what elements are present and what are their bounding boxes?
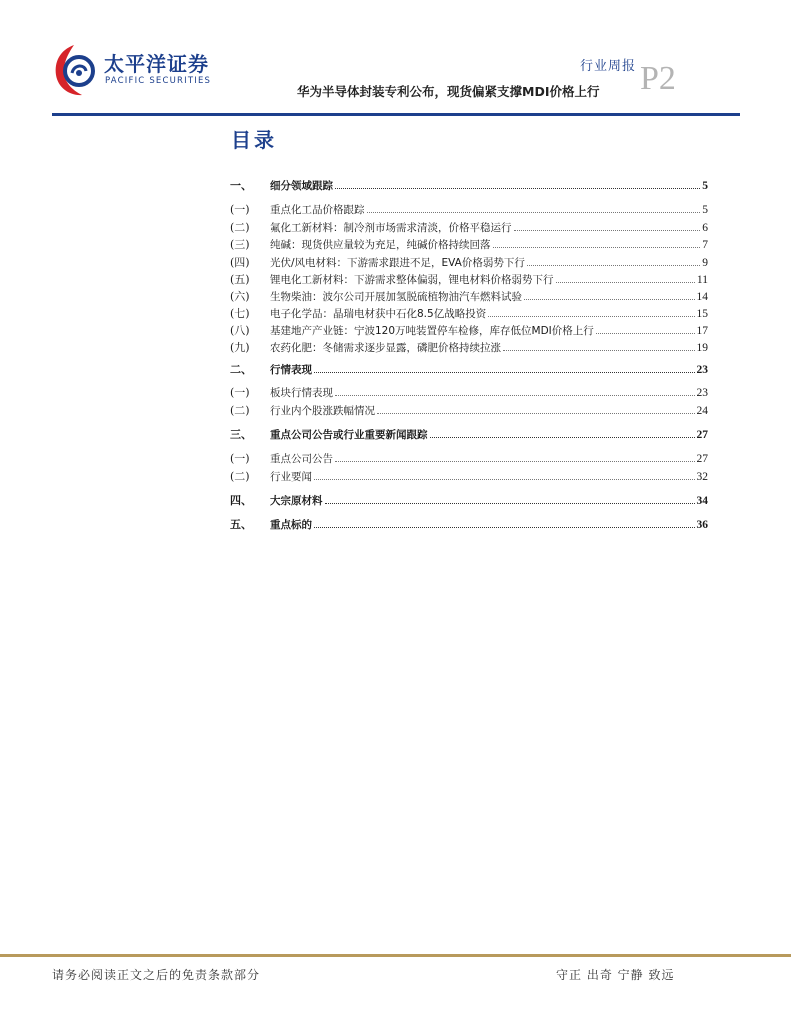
company-logo <box>52 42 212 102</box>
toc-leader-dots <box>556 273 695 283</box>
toc-entry-page: 32 <box>696 471 708 483</box>
footer-divider <box>0 954 791 957</box>
report-title: 华为半导体封装专利公布，现货偏紧支撑MDI价格上行 <box>297 84 600 99</box>
toc-entry[interactable] <box>230 339 708 355</box>
toc-entry-page: 23 <box>696 364 708 376</box>
toc-entry-number: 四、 <box>230 494 252 507</box>
toc-entry[interactable] <box>230 254 708 270</box>
toc-entry-number: (一) <box>230 203 250 216</box>
footer-disclaimer: 请务必阅读正文之后的免责条款部分 <box>52 968 261 982</box>
toc-entry-title: 大宗原材料 <box>270 495 323 507</box>
toc-entry-title: 行业内个股涨跌幅情况 <box>270 405 375 417</box>
toc-entry-number: (三) <box>230 238 250 251</box>
toc-entry[interactable] <box>230 236 708 252</box>
toc-entry[interactable] <box>230 219 708 235</box>
toc-entry-number: (二) <box>230 404 250 417</box>
toc-entry[interactable] <box>230 402 708 418</box>
toc-entry-title: 行情表现 <box>270 364 312 376</box>
toc-entry-title: 光伏/风电材料：下游需求跟进不足，EVA价格弱势下行 <box>270 257 525 269</box>
toc-entry[interactable] <box>230 426 708 442</box>
toc-leader-dots <box>527 256 700 266</box>
toc-leader-dots <box>596 324 695 334</box>
toc-entry-page: 34 <box>696 495 708 507</box>
toc-leader-dots <box>524 290 695 300</box>
toc-entry-number: (二) <box>230 470 250 483</box>
toc-leader-dots <box>335 179 700 189</box>
toc-entry[interactable] <box>230 305 708 321</box>
logo-emblem-icon <box>52 42 102 98</box>
footer-motto: 守正 出奇 宁静 致远 <box>556 968 675 982</box>
logo-en-name: PACIFIC SECURITIES <box>105 76 212 86</box>
toc-entry-number: (五) <box>230 273 250 286</box>
toc-entry[interactable] <box>230 201 708 217</box>
toc-entry-number: 一、 <box>230 179 252 192</box>
toc-leader-dots <box>503 341 695 351</box>
toc-entry[interactable] <box>230 361 708 377</box>
toc-entry-page: 17 <box>696 325 708 337</box>
toc-leader-dots <box>367 203 701 213</box>
toc-leader-dots <box>314 363 695 373</box>
toc-entry-page: 19 <box>696 342 708 354</box>
toc-entry-title: 重点公司公告或行业重要新闻跟踪 <box>270 429 428 441</box>
toc-entry-number: (八) <box>230 324 250 337</box>
toc-entry-page: 5 <box>702 180 708 192</box>
toc-leader-dots <box>430 428 695 438</box>
toc-entry-page: 36 <box>696 519 708 531</box>
toc-entry-page: 24 <box>696 405 708 417</box>
toc-entry-page: 5 <box>702 204 708 216</box>
toc-entry[interactable] <box>230 384 708 400</box>
toc-entry-title: 细分领域跟踪 <box>270 180 333 192</box>
toc-entry-title: 农药化肥：冬储需求逐步显露，磷肥价格持续拉涨 <box>270 342 501 354</box>
toc-entry-number: (一) <box>230 386 250 399</box>
header-divider <box>52 113 740 116</box>
toc-entry-title: 电子化学品：晶瑞电材获中石化8.5亿战略投资 <box>270 308 487 320</box>
toc-leader-dots <box>314 470 695 480</box>
toc-entry-page: 23 <box>696 387 708 399</box>
toc-entry-number: (七) <box>230 307 250 320</box>
toc-entry-number: (六) <box>230 290 250 303</box>
toc-entry[interactable] <box>230 177 708 193</box>
toc-leader-dots <box>314 518 695 528</box>
page-number: P2 <box>640 60 676 97</box>
toc-entry-page: 27 <box>696 453 708 465</box>
toc-entry-title: 重点公司公告 <box>270 453 333 465</box>
toc-entry[interactable] <box>230 322 708 338</box>
toc-entry-number: (二) <box>230 221 250 234</box>
toc-leader-dots <box>514 221 701 231</box>
toc-entry[interactable] <box>230 271 708 287</box>
toc-entry-title: 重点化工品价格跟踪 <box>270 204 365 216</box>
toc-entry-number: 五、 <box>230 518 252 531</box>
toc-entry-title: 生物柴油：波尔公司开展加氢脱硫植物油汽车燃料试验 <box>270 291 522 303</box>
toc-entry-title: 行业要闻 <box>270 471 312 483</box>
toc-heading: 目录 <box>231 128 277 152</box>
toc-leader-dots <box>493 238 701 248</box>
toc-entry-title: 基建地产产业链：宁波120万吨装置停车检修，库存低位MDI价格上行 <box>270 325 594 337</box>
toc-entry-page: 11 <box>696 274 708 286</box>
toc-entry-page: 9 <box>702 257 708 269</box>
toc-leader-dots <box>325 494 695 504</box>
toc-entry-page: 14 <box>696 291 708 303</box>
toc-entry-page: 15 <box>696 308 708 320</box>
toc-entry-title: 锂电化工新材料：下游需求整体偏弱，锂电材料价格弱势下行 <box>270 274 554 286</box>
report-type-label: 行业周报 <box>580 59 637 74</box>
toc-entry-title: 板块行情表现 <box>270 387 333 399</box>
toc-leader-dots <box>335 386 695 396</box>
toc-entry-number: (一) <box>230 452 250 465</box>
toc-entry-number: (九) <box>230 341 250 354</box>
toc-entry-number: 三、 <box>230 428 252 441</box>
toc-leader-dots <box>377 404 695 414</box>
toc-entry-title: 纯碱：现货供应量较为充足，纯碱价格持续回落 <box>270 239 491 251</box>
toc-entry[interactable] <box>230 288 708 304</box>
toc-entry[interactable] <box>230 468 708 484</box>
toc-entry-page: 27 <box>696 429 708 441</box>
toc-leader-dots <box>488 307 694 317</box>
toc-entry-number: (四) <box>230 256 250 269</box>
toc-entry[interactable] <box>230 492 708 508</box>
toc-entry[interactable] <box>230 516 708 532</box>
toc-entry-number: 二、 <box>230 363 252 376</box>
toc-entry[interactable] <box>230 450 708 466</box>
toc-entry-title: 重点标的 <box>270 519 312 531</box>
toc-entry-page: 6 <box>702 222 708 234</box>
toc-entry-title: 氟化工新材料：制冷剂市场需求清淡，价格平稳运行 <box>270 222 512 234</box>
toc-entry-page: 7 <box>702 239 708 251</box>
logo-cn-name: 太平洋证券 <box>104 52 209 76</box>
toc-leader-dots <box>335 452 695 462</box>
